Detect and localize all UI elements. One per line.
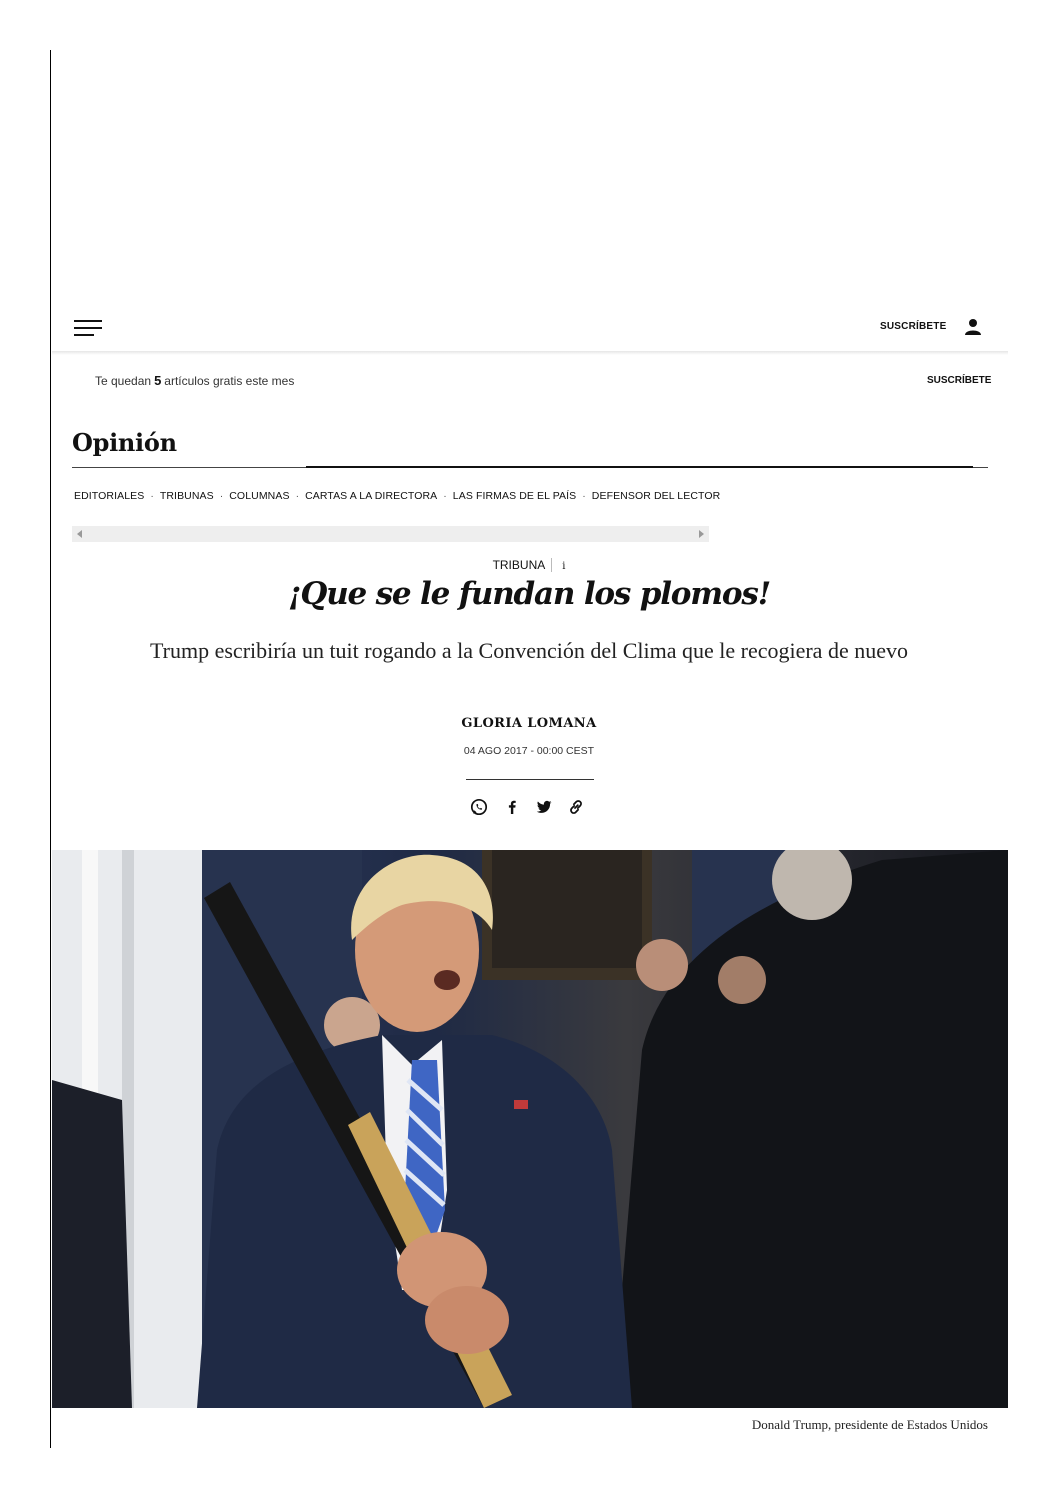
article-photo	[52, 850, 1008, 1408]
scroll-right-arrow-icon[interactable]	[699, 530, 704, 538]
topbar-shadow	[52, 351, 1008, 355]
top-navigation-bar	[52, 305, 1008, 352]
subnav-item-defensor[interactable]: DEFENSOR DEL LECTOR	[591, 490, 721, 502]
author-name[interactable]: GLORIA LOMANA	[461, 716, 597, 731]
subnav-scrollbar[interactable]	[72, 526, 709, 542]
subnav-separator: ·	[443, 490, 447, 502]
subnav-item-columnas[interactable]: COLUMNAS	[229, 490, 290, 502]
subnav-item-firmas[interactable]: LAS FIRMAS DE EL PAÍS	[452, 490, 577, 502]
subscribe-button[interactable]: SUSCRÍBETE	[880, 321, 947, 332]
share-bar	[468, 796, 592, 818]
subnav-separator: ·	[219, 490, 224, 502]
article-headline: ¡Que se le fundan los plomos!	[288, 576, 770, 612]
article-meter	[95, 373, 294, 388]
subnav-separator: ·	[295, 490, 300, 502]
article-kicker	[0, 558, 1058, 572]
facebook-icon[interactable]	[501, 796, 523, 818]
photo-illustration	[52, 850, 1008, 1408]
publish-date: 04 AGO 2017 - 00:00 CEST	[463, 745, 595, 757]
subnav-item-tribunas[interactable]: TRIBUNAS	[159, 490, 214, 502]
article-subheadline: Trump escribiría un tuit rogando a la Convención del Clima que le recogiera de nuevo	[150, 638, 908, 663]
meter-suffix: artículos gratis este mes	[164, 374, 295, 388]
byline-divider	[466, 779, 594, 780]
meter-prefix: Te quedan	[95, 374, 152, 388]
info-icon[interactable]: i	[562, 561, 566, 572]
hamburger-menu-icon[interactable]	[74, 319, 102, 337]
meter-subscribe-link[interactable]: SUSCRÍBETE	[927, 375, 992, 386]
subnav-item-editoriales[interactable]: EDITORIALES	[74, 490, 145, 502]
subnav-item-cartas[interactable]: CARTAS A LA DIRECTORA	[305, 490, 438, 502]
section-title[interactable]: Opinión	[72, 428, 177, 457]
photo-caption: Donald Trump, presidente de Estados Unidos	[751, 1417, 988, 1432]
kicker-label[interactable]: TRIBUNA	[493, 558, 553, 572]
link-icon[interactable]	[565, 796, 587, 818]
section-subnav	[74, 490, 720, 502]
scroll-left-arrow-icon[interactable]	[77, 530, 82, 538]
twitter-icon[interactable]	[533, 796, 555, 818]
whatsapp-icon[interactable]	[468, 796, 490, 818]
subnav-separator: ·	[150, 490, 154, 502]
user-account-icon[interactable]	[964, 318, 982, 336]
meter-count: 5	[154, 373, 162, 388]
subnav-separator: ·	[582, 490, 586, 502]
section-divider-accent	[306, 466, 973, 468]
